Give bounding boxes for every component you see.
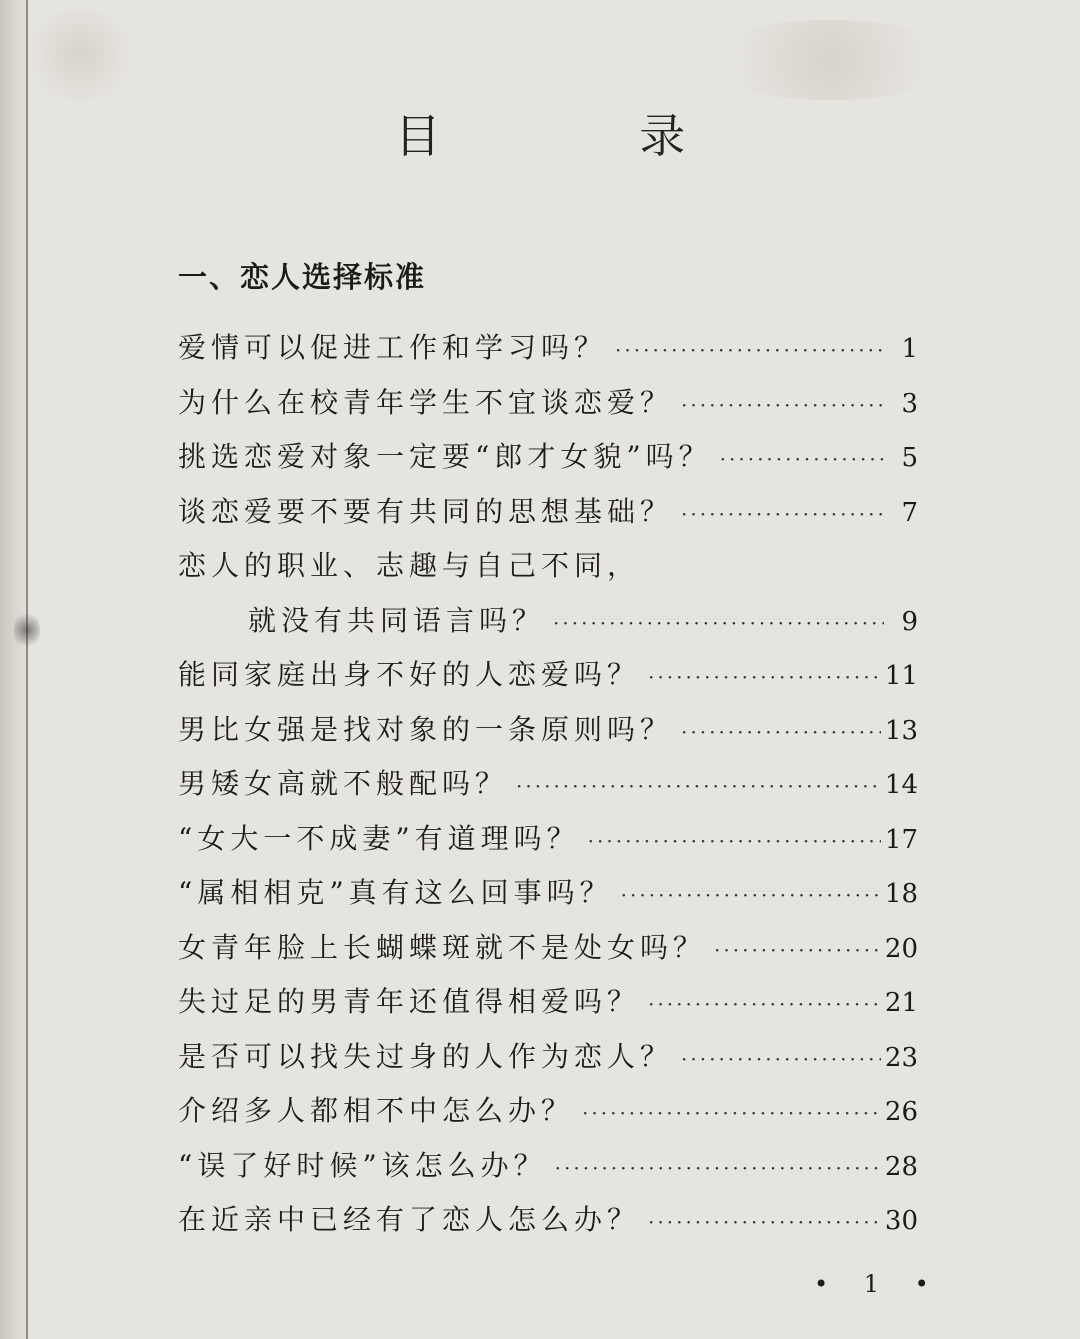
dot-leader (720, 447, 884, 471)
page-title: 目 录 (394, 109, 778, 163)
dot-leader (516, 774, 881, 798)
dot-leader (615, 338, 884, 362)
toc-entry-title: 谈恋爱要不要有共同的思想基础？ (178, 494, 674, 528)
toc-page-number: 30 (884, 1206, 918, 1236)
toc-page-number: 18 (884, 879, 918, 909)
dot-leader (588, 829, 881, 853)
page-number-footer: • 1 • (814, 1270, 943, 1298)
paper-stain (700, 20, 960, 100)
toc-page-number: 7 (901, 497, 918, 528)
toc-entry[interactable] (178, 762, 918, 817)
toc-entry-title: 能同家庭出身不好的人恋爱吗？ (178, 658, 641, 691)
toc-entry-continuation[interactable] (178, 599, 918, 654)
toc-entry-title: 爱情可以促进工作和学习吗？ (178, 331, 608, 364)
toc-entry-title: 在近亲中已经有了恋人怎么办？ (178, 1203, 641, 1236)
toc-page-number: 20 (884, 933, 918, 964)
toc-page-number: 1 (901, 334, 918, 364)
toc-entry-title: 男矮女高就不般配吗？ (178, 767, 509, 800)
dot-leader (648, 665, 881, 689)
dot-leader (681, 502, 884, 526)
toc-page-number: 11 (884, 661, 918, 691)
paper-stain (20, 10, 140, 100)
toc-entry[interactable] (178, 490, 918, 545)
toc-entry[interactable] (178, 871, 918, 926)
dot-leader (681, 393, 884, 417)
toc-page-number: 5 (901, 443, 918, 473)
toc-entry[interactable] (178, 708, 918, 763)
dot-leader (582, 1101, 881, 1125)
toc-entry-title: 失过足的男青年还值得相爱吗？ (178, 985, 641, 1018)
section-heading: 一、恋人选择标准 (178, 260, 427, 294)
toc-entry[interactable] (178, 1198, 918, 1253)
dot-leader (553, 611, 884, 635)
dot-leader (648, 992, 881, 1016)
toc-entry-title: 为什么在校青年学生不宜谈恋爱？ (178, 385, 674, 419)
toc-page-number: 28 (884, 1151, 918, 1182)
toc-entry[interactable] (178, 1144, 918, 1199)
toc-entry-title: 女青年脸上长蝴蝶斑就不是处女吗？ (178, 930, 707, 964)
toc-entry[interactable] (178, 926, 918, 981)
toc-entry[interactable] (178, 544, 918, 599)
toc-page-number: 3 (901, 388, 918, 419)
toc-entry-title: 是否可以找失过身的人作为恋人？ (178, 1039, 674, 1073)
toc-entry[interactable] (178, 817, 918, 872)
dot-leader (555, 1156, 881, 1180)
toc-entry-title: 恋人的职业、志趣与自己不同， (178, 549, 641, 582)
dot-leader (648, 1210, 881, 1234)
toc-page-number: 17 (884, 824, 918, 855)
page-edge (26, 0, 28, 1339)
toc-entry-title: 介绍多人都相不中怎么办？ (178, 1094, 575, 1127)
toc-entry[interactable] (178, 435, 918, 490)
toc-entry[interactable] (178, 1035, 918, 1090)
toc-entry[interactable] (178, 980, 918, 1035)
dot-leader (681, 720, 881, 744)
dot-leader (714, 938, 881, 962)
ink-smudge (14, 610, 40, 650)
toc-entry-title: “女大一不成妻”有道理吗？ (178, 821, 580, 855)
toc-entry[interactable] (178, 326, 918, 381)
toc-entry-title: “误了好时候”该怎么办？ (178, 1148, 547, 1182)
toc-entry-title: 就没有共同语言吗？ (248, 603, 546, 637)
toc-page-number: 13 (884, 715, 918, 746)
toc-entry-title: 男比女强是找对象的一条原则吗？ (178, 712, 674, 746)
dot-leader (621, 883, 881, 907)
toc-page-number: 9 (901, 606, 918, 637)
dot-leader (681, 1047, 881, 1071)
toc-page-number: 14 (884, 770, 918, 800)
toc-page-number: 23 (884, 1042, 918, 1073)
toc-entry[interactable] (178, 653, 918, 708)
table-of-contents (178, 326, 918, 1253)
toc-page-number: 26 (884, 1097, 918, 1127)
toc-entry[interactable] (178, 1089, 918, 1144)
toc-page-number: 21 (884, 988, 918, 1018)
toc-entry-title: 挑选恋爱对象一定要“郎才女貌”吗？ (178, 440, 712, 473)
toc-entry[interactable] (178, 381, 918, 436)
toc-entry-title: “属相相克”真有这么回事吗？ (178, 876, 613, 909)
